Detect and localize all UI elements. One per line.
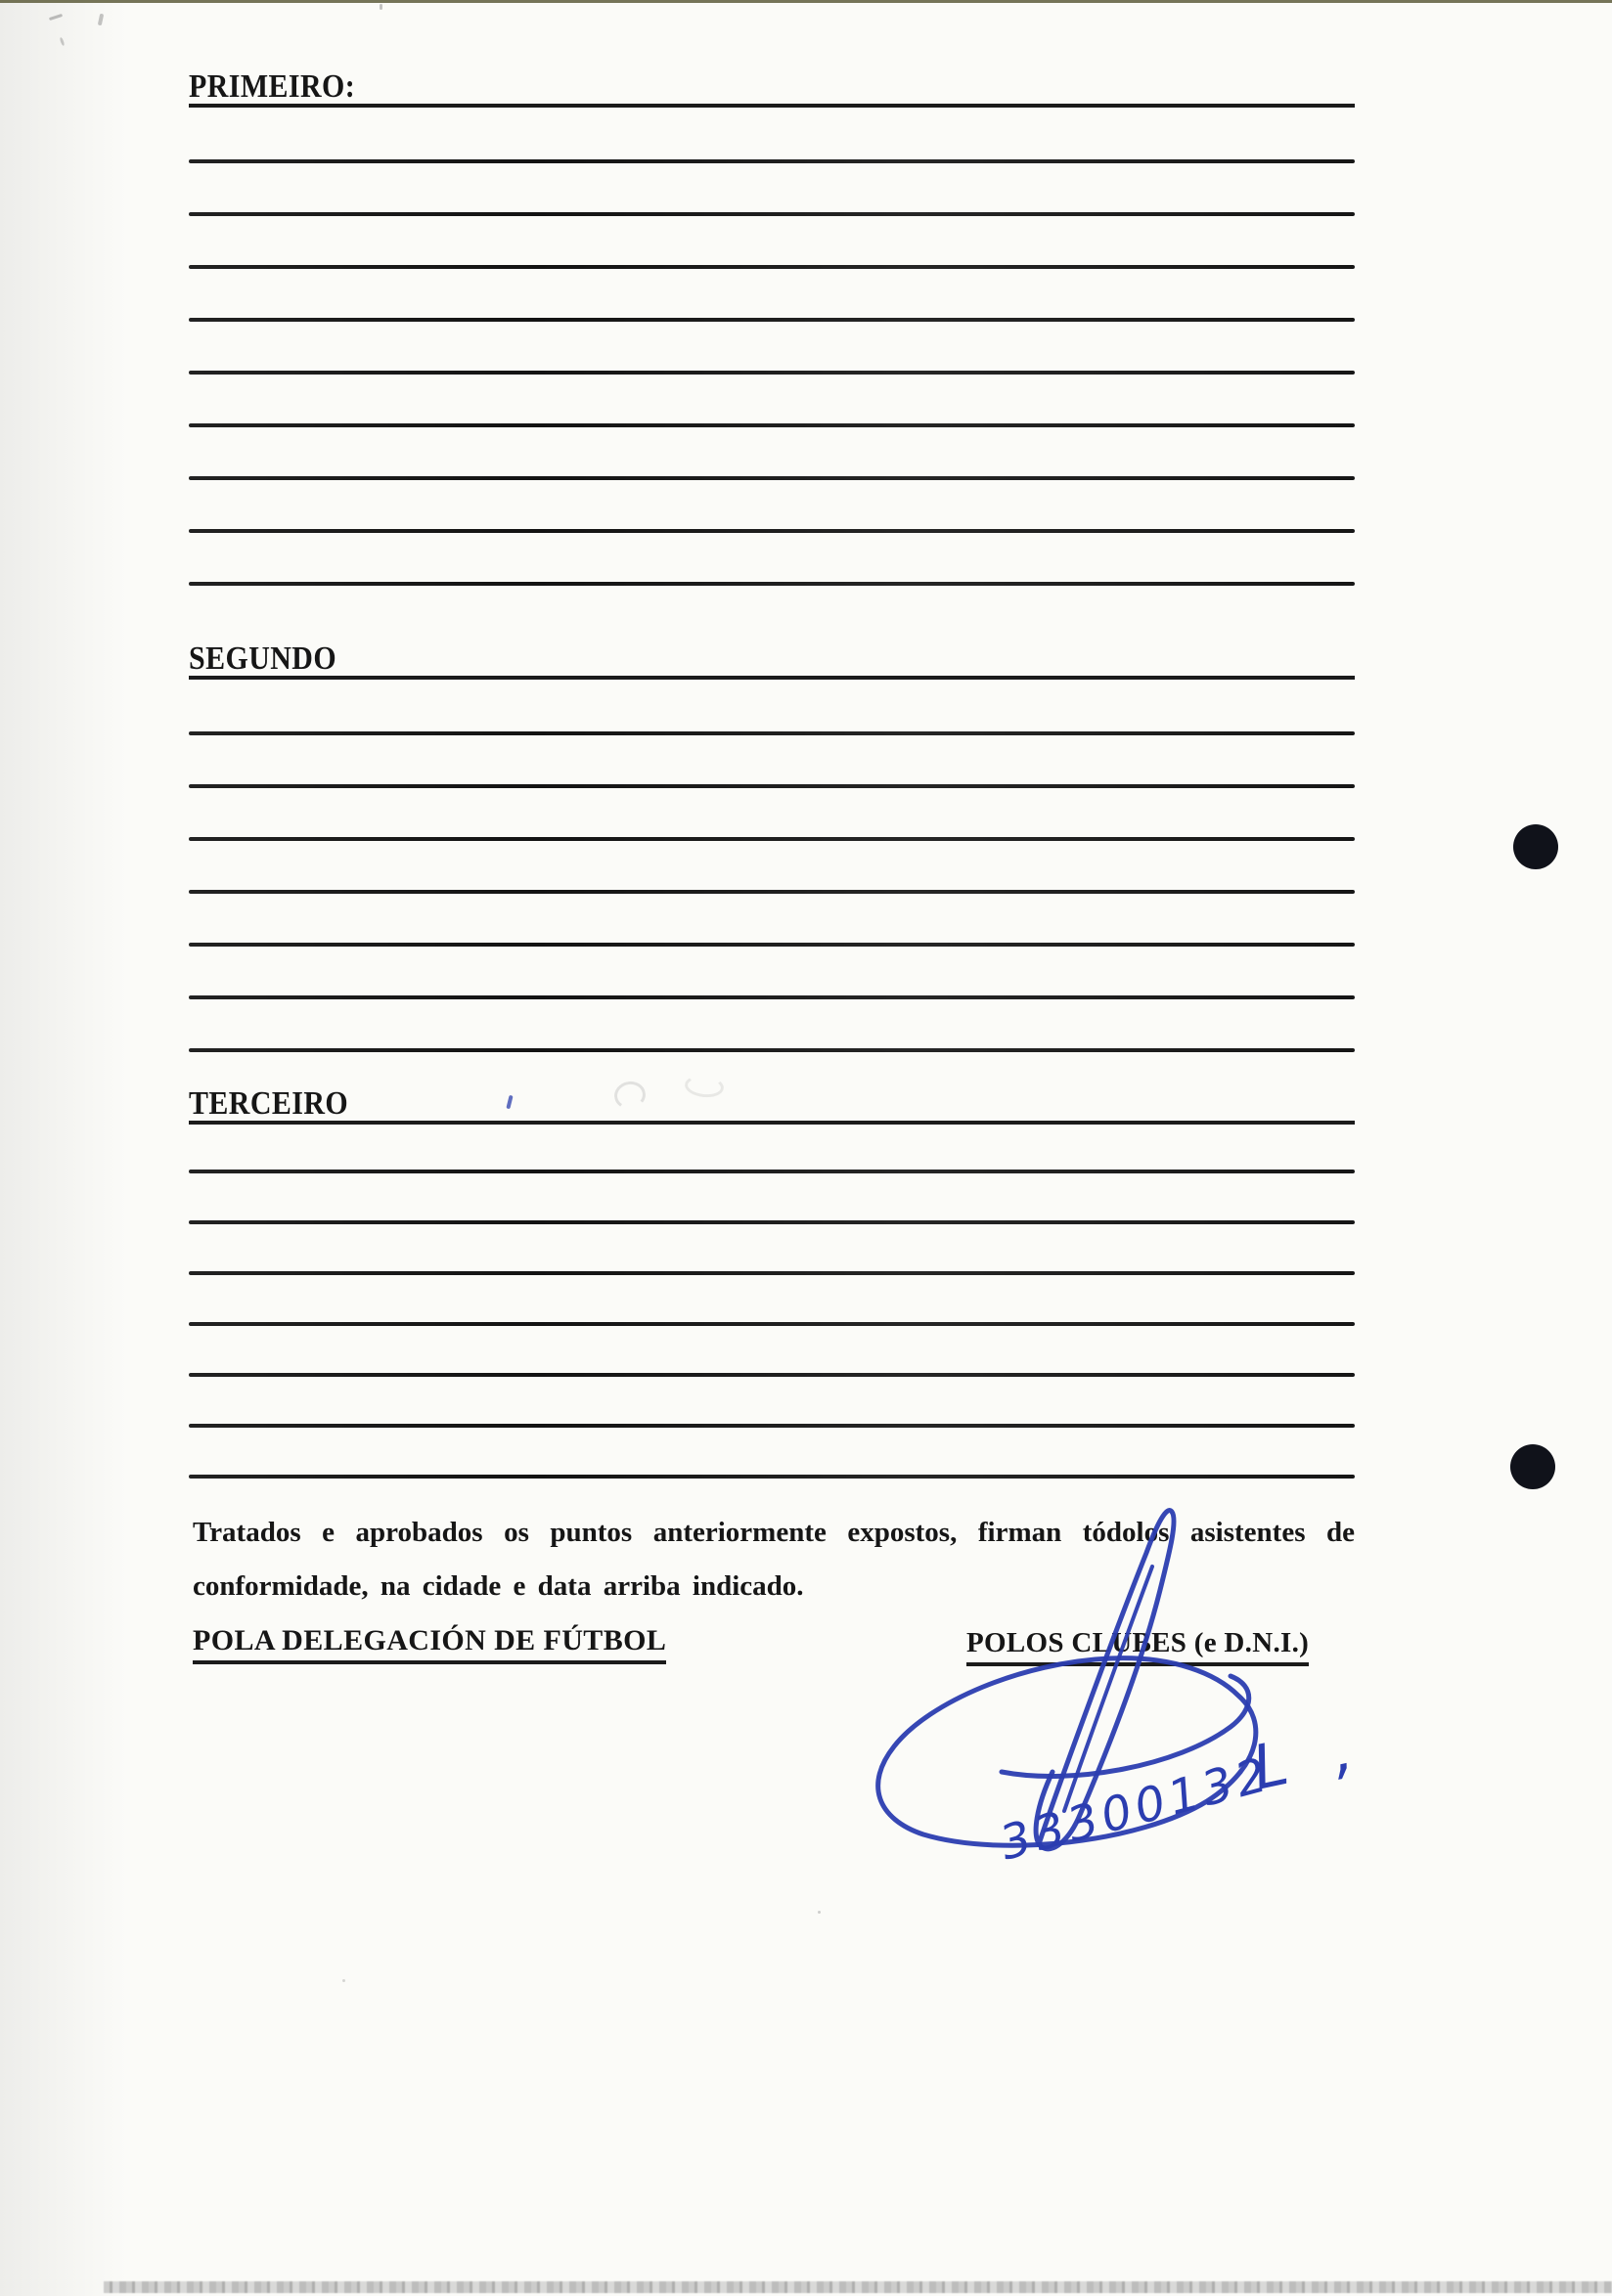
ruled-line	[189, 371, 1355, 375]
section-terceiro-heading-row	[189, 1087, 1355, 1125]
right-signatory-label: POLOS CLUBES (e D.N.I.)	[966, 1629, 1309, 1666]
ruled-line	[189, 1475, 1355, 1479]
section-1-rules	[189, 731, 1355, 1052]
closing-paragraph-line1: Tratados e aprobados os puntos anteriormente expostos, firman tódolos asistentes de	[193, 1517, 1355, 1548]
ruled-line	[189, 529, 1355, 533]
ruled-line	[189, 731, 1355, 735]
ruled-line	[189, 318, 1355, 322]
ruled-line	[189, 582, 1355, 586]
ruled-line	[189, 1170, 1355, 1173]
handwritten-id-number: 33300132	[994, 1745, 1277, 1872]
ruled-line	[189, 1271, 1355, 1275]
signature-stroke-tall	[1036, 1511, 1174, 1849]
ruled-line	[189, 1424, 1355, 1428]
signature-stroke-tall-2	[1064, 1567, 1152, 1811]
scan-speck	[818, 1911, 821, 1914]
closing-paragraph-line2: conformidade, na cidade e data arriba indicado.	[193, 1570, 804, 1602]
ruled-line	[189, 476, 1355, 480]
ruled-line	[189, 995, 1355, 999]
ruled-line	[189, 837, 1355, 841]
section-terceiro	[189, 1087, 1355, 1479]
section-primeiro-heading: PRIMEIRO:	[189, 68, 356, 105]
ruled-line	[189, 1322, 1355, 1326]
signature-loop-ellipse	[878, 1658, 1256, 1846]
handwritten-id-letter: L ,	[1245, 1710, 1372, 1804]
section-primeiro-heading-row	[189, 70, 1355, 108]
scan-speck	[342, 1979, 345, 1982]
left-signatory-label: POLA DELEGACIÓN DE FÚTBOL	[193, 1626, 666, 1664]
ruled-line	[189, 423, 1355, 427]
ruled-line	[189, 943, 1355, 947]
ruled-line	[189, 212, 1355, 216]
scan-bottom-edge-strip	[104, 2281, 1612, 2293]
ruled-line	[189, 1048, 1355, 1052]
ruled-line	[189, 890, 1355, 894]
ruled-line	[189, 784, 1355, 788]
ruled-line	[189, 1220, 1355, 1224]
ruled-line	[189, 159, 1355, 163]
section-2-rules	[189, 1170, 1355, 1479]
hole-punch-top	[1513, 824, 1558, 869]
hole-punch-bottom	[1510, 1444, 1555, 1489]
scan-speck	[380, 4, 382, 10]
section-primeiro	[189, 70, 1355, 586]
section-segundo	[189, 642, 1355, 1052]
section-terceiro-heading: TERCEIRO	[189, 1085, 349, 1122]
ruled-line	[189, 265, 1355, 269]
ruled-line	[189, 1373, 1355, 1377]
section-segundo-heading: SEGUNDO	[189, 640, 337, 677]
signature-inner-swoosh	[1002, 1676, 1249, 1776]
scan-left-edge-shade	[0, 0, 127, 2296]
section-0-rules	[189, 159, 1355, 586]
scan-top-edge-line	[0, 0, 1612, 3]
section-segundo-heading-row	[189, 642, 1355, 680]
